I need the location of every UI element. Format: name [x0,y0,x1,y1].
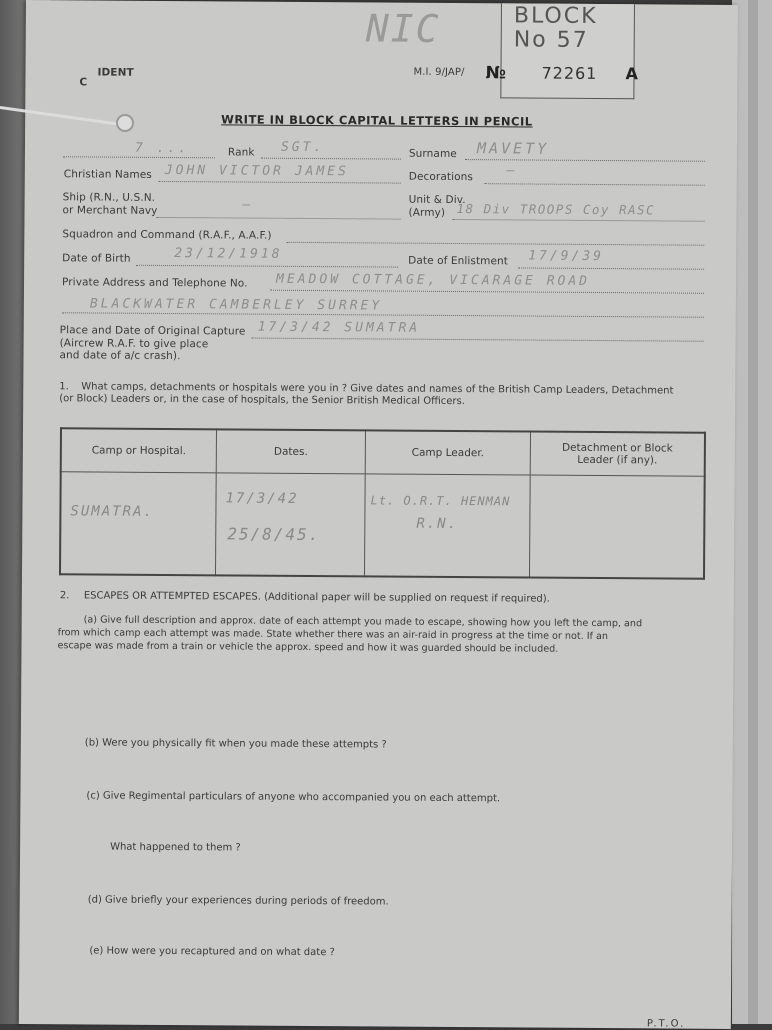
camp-value: SUMATRA. [70,503,154,520]
capture-label: Place and Date of Original Capture [59,324,246,338]
table-row [60,472,705,579]
cell-detachment-leader [529,475,704,579]
capture-value: 17/3/42 SUMATRA [257,319,421,336]
handwritten-initials: NIC [365,6,441,51]
date-of-birth-value: 23/12/1918 [174,246,283,262]
date-to-value: 25/8/45. [227,524,321,545]
christian-names-label: Christian Names [63,168,152,181]
unit-label-line1: Unit & Div. [408,193,466,207]
form-number: 72261 [541,63,598,83]
capture-note-line1: (Aircrew R.A.F. to give place [59,337,209,351]
unit-label-line2: (Army) [408,206,446,219]
camp-table-header [61,428,705,476]
ship-value: — [242,197,254,213]
leader-rank-value: R.N. [416,515,459,533]
number-prefix: № [485,63,507,84]
question1-text-line1: What camps, detachments or hospitals were you in ? Give dates and names of the British Camp Leaders, Detachment [81,381,674,397]
enlistment-label: Date of Enlistment [408,254,509,268]
instructions-heading: WRITE IN BLOCK CAPITAL LETTERS IN PENCIL [221,112,533,129]
rank-label: Rank [227,146,255,159]
header-detachment-leader: Detachment or Block Leader (if any). [530,432,705,477]
question2e: (e) How were you recaptured and on what date ? [89,945,335,959]
identity-label: IDENT [97,66,134,79]
series-letter: A [625,64,638,84]
address-line2: BLACKWATER CAMBERLEY SURREY [89,296,383,314]
cell-dates [215,473,365,577]
header-camp-leader: Camp Leader. [365,430,530,475]
header-dates: Dates. [216,429,365,474]
block-stamp [500,3,635,99]
leader-name-value: Lt. O.R.T. HENMAN [370,493,511,509]
header-camp: Camp or Hospital. [61,428,217,473]
form-reference: M.I. 9/JAP/ [413,66,465,79]
rank-value: SGT. [280,139,325,156]
question1-text-line2: (or Block) Leaders or, in the case of hospitals, the Senior British Medical Officers. [59,393,465,408]
form-sheet [19,0,738,1029]
cell-camp [60,472,216,576]
decorations-value: — [506,163,518,179]
army-number-value: 7 ... [134,140,190,157]
question2c-followup: What happened to them ? [110,841,241,854]
paper-stack-right-edge [748,0,758,1024]
surname-value: MAVETY [476,139,550,158]
date-from-value: 17/3/42 [225,490,299,507]
cell-camp-leader [364,474,530,578]
question2-number: 2. [59,590,70,602]
decorations-label: Decorations [408,170,474,184]
squadron-label: Squadron and Command (R.A.F., A.A.F.) [62,228,272,242]
christian-names-value: JOHN VICTOR JAMES [164,162,349,180]
address-line1: MEADOW COTTAGE, VICARAGE ROAD [276,271,591,289]
question2a-line3: escape was made from a train or vehicle the approx. speed and how it was guarded should be included. [57,640,559,655]
question2-heading: ESCAPES OR ATTEMPTED ESCAPES. (Additional paper will be supplied on request if required). [83,590,550,605]
pto-note: P.T.O. [646,1018,686,1030]
corner-code: C [79,76,88,89]
question2c: (c) Give Regimental particulars of anyone who accompanied you on each attempt. [86,790,501,805]
question2a-line2: from which camp each attempt was made. State whether there was an air-raid in progress at the time or not. If an [57,627,608,643]
ship-label-line1: Ship (R.N., U.S.N. [62,191,156,204]
question2a-line1: (a) Give full description and approx. date of each attempt you made to escape, showing how you left the camp, and [83,614,643,630]
stamp-block-word: BLOCK [513,3,598,29]
unit-value: 18 Div TROOPS Coy RASC [456,201,656,218]
question1-number: 1. [59,381,69,393]
ship-label-line2: or Merchant Navy [62,204,158,217]
question2d: (d) Give briefly your experiences during periods of freedom. [87,894,389,908]
date-of-birth-label: Date of Birth [62,252,131,265]
stamp-block-number: No 57 [513,27,589,53]
question2b: (b) Were you physically fit when you made these attempts ? [84,737,387,751]
address-label: Private Address and Telephone No. [61,276,248,290]
surname-label: Surname [408,147,457,161]
enlistment-value: 17/9/39 [528,248,605,265]
capture-note-line2: and date of a/c crash). [59,349,181,363]
camp-table [59,427,706,580]
binding-knot [116,114,134,132]
